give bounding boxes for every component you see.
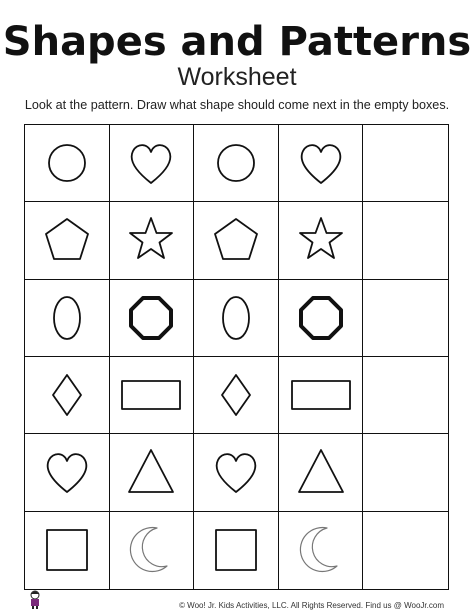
square-icon (204, 518, 268, 582)
octagon-icon (119, 286, 183, 350)
pattern-cell (194, 202, 279, 279)
answer-box[interactable] (363, 280, 448, 357)
answer-box[interactable] (363, 125, 448, 202)
pattern-cell (110, 280, 195, 357)
pattern-cell (279, 434, 364, 511)
moon-icon (119, 518, 183, 582)
pattern-cell (110, 512, 195, 589)
pattern-grid (24, 124, 449, 590)
rectangle-icon (119, 363, 183, 427)
star-icon (119, 208, 183, 272)
circle-icon (35, 131, 99, 195)
pattern-cell (25, 202, 110, 279)
answer-box[interactable] (363, 202, 448, 279)
pattern-cell (194, 280, 279, 357)
pattern-cell (279, 202, 364, 279)
answer-box[interactable] (363, 357, 448, 434)
pattern-cell (110, 357, 195, 434)
square-icon (35, 518, 99, 582)
triangle-icon (289, 440, 353, 504)
answer-box[interactable] (363, 512, 448, 589)
pattern-cell (25, 280, 110, 357)
diamond-icon (35, 363, 99, 427)
pattern-cell (279, 125, 364, 202)
rectangle-icon (289, 363, 353, 427)
oval-icon (204, 286, 268, 350)
octagon-icon (289, 286, 353, 350)
pentagon-icon (35, 208, 99, 272)
worksheet-subtitle: Worksheet (177, 63, 297, 91)
pattern-cell (110, 125, 195, 202)
instructions-text: Look at the pattern. Draw what shape should come next in the empty boxes. (24, 98, 450, 112)
pattern-cell (279, 280, 364, 357)
answer-box[interactable] (363, 434, 448, 511)
pattern-cell (194, 512, 279, 589)
pattern-cell (25, 434, 110, 511)
heart-icon (289, 131, 353, 195)
pattern-cell (25, 357, 110, 434)
diamond-icon (204, 363, 268, 427)
pattern-cell (110, 202, 195, 279)
pattern-cell (25, 512, 110, 589)
worksheet-title: Shapes and Patterns (2, 19, 472, 65)
pattern-cell (194, 434, 279, 511)
pattern-cell (194, 125, 279, 202)
pattern-cell (194, 357, 279, 434)
pattern-cell (279, 512, 364, 589)
star-icon (289, 208, 353, 272)
copyright-footer: © Woo! Jr. Kids Activities, LLC. All Rights Reserved. Find us @ WooJr.com (179, 601, 444, 610)
heart-icon (204, 440, 268, 504)
pattern-cell (279, 357, 364, 434)
oval-icon (35, 286, 99, 350)
triangle-icon (119, 440, 183, 504)
heart-icon (119, 131, 183, 195)
heart-icon (35, 440, 99, 504)
pattern-cell (110, 434, 195, 511)
circle-icon (204, 131, 268, 195)
pattern-cell (25, 125, 110, 202)
pentagon-icon (204, 208, 268, 272)
woo-jr-mascot-icon (26, 590, 44, 610)
moon-icon (289, 518, 353, 582)
